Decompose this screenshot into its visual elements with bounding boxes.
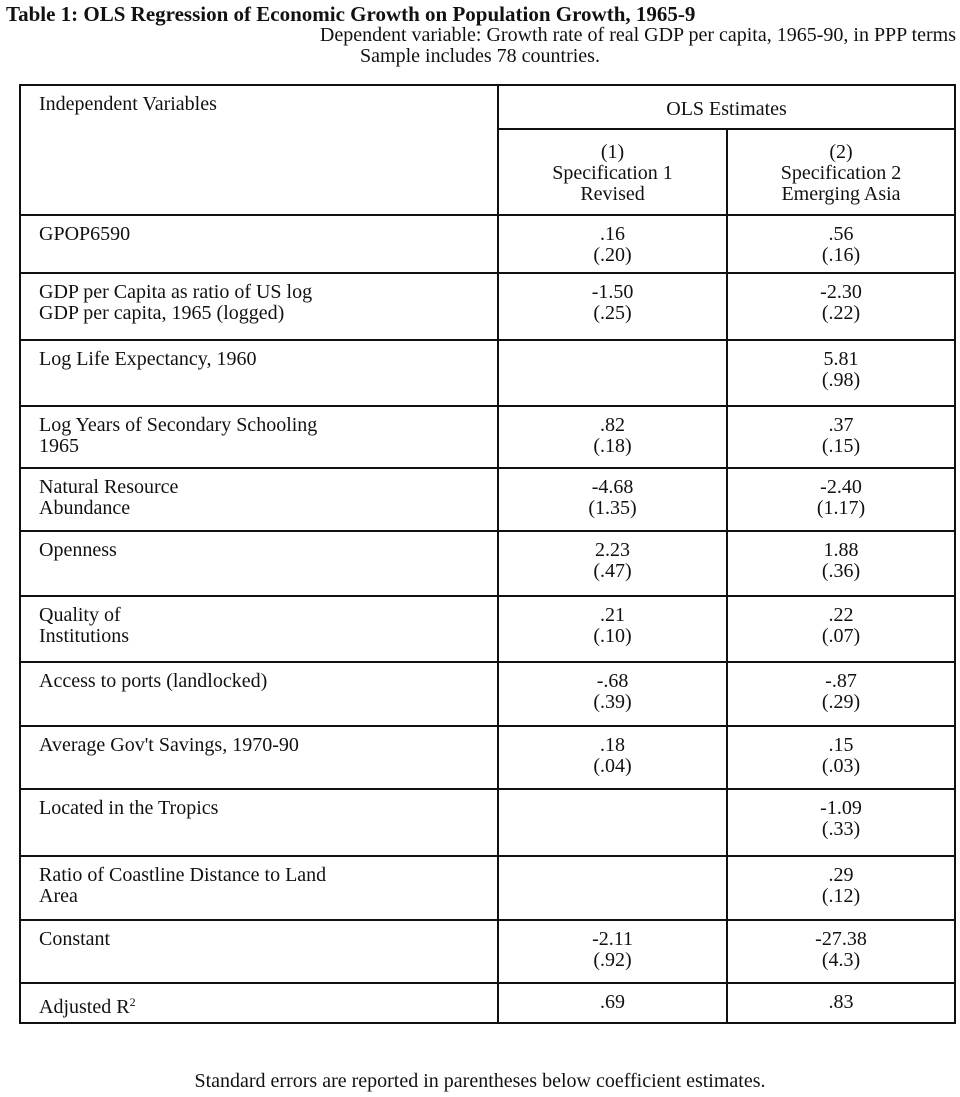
variable-label-line: Area	[39, 885, 78, 907]
spec2-standard-error: (1.17)	[816, 497, 866, 519]
spec2-cell	[727, 531, 955, 596]
spec2-coefficient: -2.30	[820, 281, 862, 303]
table-row	[20, 340, 955, 406]
spec2-coefficient: -.87	[825, 670, 857, 692]
variable-label	[20, 531, 498, 596]
spec2-standard-error: (.07)	[821, 625, 861, 647]
spec2-cell	[727, 662, 955, 726]
spec2-cell	[727, 789, 955, 856]
spec1-standard-error: (.04)	[593, 755, 632, 777]
spec1-cell	[498, 406, 727, 468]
table-title: Table 1: OLS Regression of Economic Growth on Population Growth, 1965-9	[6, 2, 696, 26]
table-row	[20, 789, 955, 856]
spec1-standard-error: (.25)	[593, 302, 632, 324]
variable-label	[20, 726, 498, 789]
table-row	[20, 468, 955, 531]
variable-label	[20, 273, 498, 340]
spec1-cell	[498, 531, 727, 596]
spec2-coefficient: -27.38	[815, 928, 867, 950]
ols-estimates-header: OLS Estimates	[498, 85, 955, 129]
spec1-header	[498, 129, 727, 215]
spec1-cell	[498, 273, 727, 340]
spec1-standard-error: (.18)	[593, 435, 632, 457]
spec1-standard-error: (.47)	[593, 560, 632, 582]
variable-label-line: GDP per Capita as ratio of US log	[39, 281, 313, 303]
spec2-cell	[727, 726, 955, 789]
spec2-coefficient: .29	[828, 864, 854, 886]
table-row	[20, 596, 955, 662]
spec2-cell	[727, 856, 955, 920]
variable-label-line: Natural Resource	[39, 476, 179, 498]
spec2-standard-error: (.12)	[821, 885, 861, 907]
spec2-coefficient: 1.88	[823, 539, 859, 561]
spec2-cell	[727, 468, 955, 531]
spec1-cell	[498, 856, 727, 920]
spec1-coefficient: -.68	[596, 670, 629, 692]
spec2-cell	[727, 215, 955, 273]
variable-label-line: GDP per capita, 1965 (logged)	[39, 302, 285, 324]
variable-label-line: Log Years of Secondary Schooling	[39, 414, 318, 436]
spec1-number: (1)	[600, 141, 625, 163]
variable-label-line: Institutions	[39, 625, 130, 647]
variable-label-line: Constant	[39, 928, 111, 950]
table-row	[20, 662, 955, 726]
table-caption	[0, 4, 960, 67]
variable-label-line: Ratio of Coastline Distance to Land	[39, 864, 327, 886]
variable-label-line: Access to ports (landlocked)	[39, 670, 268, 692]
regression-table-body	[20, 85, 955, 1023]
variable-label	[20, 468, 498, 531]
spec2-standard-error: (.36)	[821, 560, 861, 582]
spec1-standard-error: (1.35)	[588, 497, 637, 519]
variable-label-line: Located in the Tropics	[39, 797, 219, 819]
variable-label	[20, 215, 498, 273]
spec1-standard-error: (.10)	[593, 625, 632, 647]
spec1-cell	[498, 596, 727, 662]
spec1-coefficient: .21	[600, 604, 626, 626]
footnote: Standard errors are reported in parentheses below coefficient estimates.	[194, 1070, 766, 1092]
table-row	[20, 856, 955, 920]
spec1-cell	[498, 920, 727, 983]
spec2-standard-error: (.15)	[821, 435, 861, 457]
spec2-standard-error: (.03)	[821, 755, 861, 777]
variable-label	[20, 596, 498, 662]
variable-label-line: Quality of	[39, 604, 121, 626]
spec1-standard-error: (.20)	[593, 244, 632, 266]
header-row-top	[20, 85, 955, 129]
spec2-coefficient: .56	[828, 223, 854, 245]
spec1-coefficient: .82	[600, 414, 626, 436]
variable-label	[20, 662, 498, 726]
spec1-standard-error: (.92)	[593, 949, 632, 971]
spec1-cell	[498, 215, 727, 273]
spec2-cell	[727, 596, 955, 662]
table-row	[20, 215, 955, 273]
spec2-standard-error: (.33)	[821, 818, 861, 840]
variable-label	[20, 406, 498, 468]
table-row	[20, 273, 955, 340]
table-row	[20, 406, 955, 468]
spec2-number: (2)	[829, 141, 853, 163]
variable-label-line: Log Life Expectancy, 1960	[39, 348, 257, 370]
spec1-cell	[498, 340, 727, 406]
spec2-standard-error: (.16)	[821, 244, 861, 266]
variable-label-line: 1965	[39, 435, 79, 457]
spec2-coefficient: .37	[828, 414, 854, 436]
spec1-desc: Revised	[580, 183, 645, 205]
variable-label-line: GPOP6590	[39, 223, 131, 245]
spec2-coefficient: -2.40	[820, 476, 862, 498]
table-row	[20, 531, 955, 596]
spec1-cell	[498, 726, 727, 789]
spec1-coefficient: -4.68	[591, 476, 634, 498]
spec2-adjusted-r2: .83	[727, 983, 955, 1023]
spec2-standard-error: (.98)	[821, 369, 861, 391]
dependent-variable-note: Dependent variable: Growth rate of real GDP per capita, 1965-90, in PPP terms	[319, 24, 956, 46]
spec1-cell	[498, 468, 727, 531]
spec1-coefficient: 2.23	[595, 539, 631, 561]
spec2-desc: Emerging Asia	[781, 183, 901, 205]
adjusted-r2-label	[20, 983, 498, 1023]
spec1-coefficient: -1.50	[591, 281, 634, 303]
spec1-cell	[498, 789, 727, 856]
spec2-cell	[727, 406, 955, 468]
spec1-coefficient: .16	[600, 223, 626, 245]
spec2-header	[727, 129, 955, 215]
variable-label	[20, 856, 498, 920]
variable-label	[20, 920, 498, 983]
variable-label	[20, 340, 498, 406]
spec1-coefficient: -2.11	[592, 928, 633, 950]
sample-note: Sample includes 78 countries.	[360, 45, 600, 67]
variable-label-line: Average Gov't Savings, 1970-90	[39, 734, 299, 756]
spec1-cell	[498, 662, 727, 726]
table-row	[20, 920, 955, 983]
spec2-coefficient: .15	[828, 734, 854, 756]
spec1-standard-error: (.39)	[593, 691, 632, 713]
spec2-cell	[727, 340, 955, 406]
spec2-standard-error: (4.3)	[821, 949, 861, 971]
spec2-cell	[727, 273, 955, 340]
spec2-name: Specification 2	[780, 162, 902, 184]
spec2-coefficient: -1.09	[820, 797, 862, 819]
spec2-coefficient: .22	[828, 604, 854, 626]
variable-label-line: Abundance	[39, 497, 131, 519]
spec1-coefficient: .18	[600, 734, 626, 756]
spec2-coefficient: 5.81	[823, 348, 859, 370]
variable-label	[20, 789, 498, 856]
spec1-adjusted-r2: .69	[498, 983, 727, 1023]
adjusted-r2-superscript: 2	[129, 995, 136, 1009]
spec2-cell	[727, 920, 955, 983]
spec1-name: Specification 1	[552, 162, 673, 184]
table-row	[20, 726, 955, 789]
spec2-standard-error: (.22)	[821, 302, 861, 324]
adjusted-r2-text: Adjusted R	[39, 996, 130, 1018]
regression-table	[19, 84, 956, 1024]
variable-label-line: Openness	[39, 539, 117, 561]
variables-header: Independent Variables	[20, 85, 498, 215]
spec2-standard-error: (.29)	[821, 691, 861, 713]
adjusted-r2-row	[20, 983, 955, 1023]
